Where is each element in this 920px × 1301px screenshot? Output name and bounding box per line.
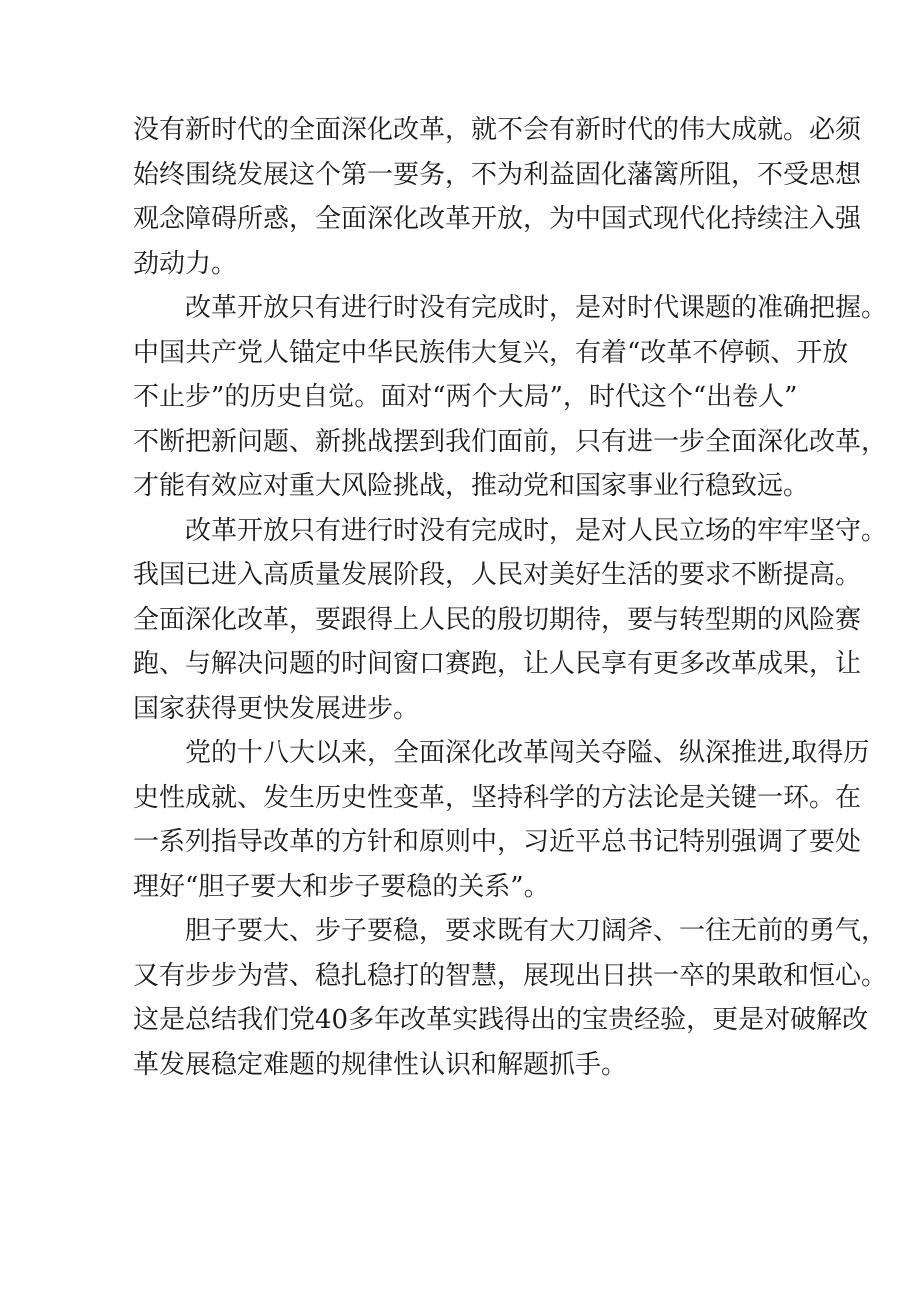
text-line: 胆子要大、步子要稳，要求既有大刀阔斧、一往无前的勇气， [185, 916, 888, 946]
text-line: 党的十八大以来，全面深化改革闯关夺隘、纵深推进,取得历 [185, 738, 870, 768]
text-line: 改革开放只有进行时没有完成时，是对时代课题的准确把握。 [185, 293, 888, 323]
text-line: 没有新时代的全面深化改革，就不会有新时代的伟大成就。必须 [133, 115, 862, 145]
paragraph-1 [133, 108, 862, 286]
text-line: 不断把新问题、新挑战摆到我们面前，只有进一步全面深化改革， [133, 426, 888, 457]
text-line: 才能有效应对重大风险挑战，推动党和国家事业行稳致远。 [133, 471, 810, 501]
text-line: 史性成就、发生历史性变革，坚持科学的方法论是关键一环。在 [133, 782, 862, 813]
text-line: 始终围绕发展这个第一要务，不为利益固化藩篱所阻，不受思想 [133, 159, 862, 190]
paragraph-5 [133, 909, 888, 1087]
text-line: 国家获得更快发展进步。 [133, 693, 420, 724]
text-line: 我国已进入高质量发展阶段，人民对美好生活的要求不断提高。 [133, 560, 862, 590]
body-text [133, 108, 888, 1087]
text-line: 改革开放只有进行时没有完成时，是对人民立场的牢牢坚守。 [185, 515, 888, 546]
text-line: 观念障碍所惑，全面深化改革开放，为中国式现代化持续注入强 [133, 204, 862, 234]
text-line: 跑、与解决问题的时间窗口赛跑，让人民享有更多改革成果，让 [133, 649, 862, 679]
text-line: 这是总结我们党40多年改革实践得出的宝贵经验，更是对破解改 [133, 1005, 869, 1035]
text-line: 全面深化改革，要跟得上人民的殷切期待，要与转型期的风险赛 [133, 604, 862, 635]
text-line: 理好“胆子要大和步子要稳的关系”。 [133, 871, 550, 902]
paragraph-3 [133, 509, 888, 732]
text-line: 劲动力。 [133, 248, 238, 279]
text-line: 一系列指导改革的方针和原则中，习近平总书记特别强调了要处 [133, 827, 862, 857]
text-line: 革发展稳定难题的规律性认识和解题抓手。 [133, 1049, 628, 1080]
text-line: 不止步”的历史自觉。面对“两个大局”，时代这个“出卷人” [133, 382, 798, 412]
text-line: 又有步步为营、稳扎稳打的智慧，展现出日拱一卒的果敢和恒心。 [133, 960, 888, 991]
paragraph-4 [133, 731, 870, 909]
paragraph-2 [133, 286, 888, 509]
text-line: 中国共产党人锚定中华民族伟大复兴，有着“改革不停顿、开放 [133, 337, 849, 368]
